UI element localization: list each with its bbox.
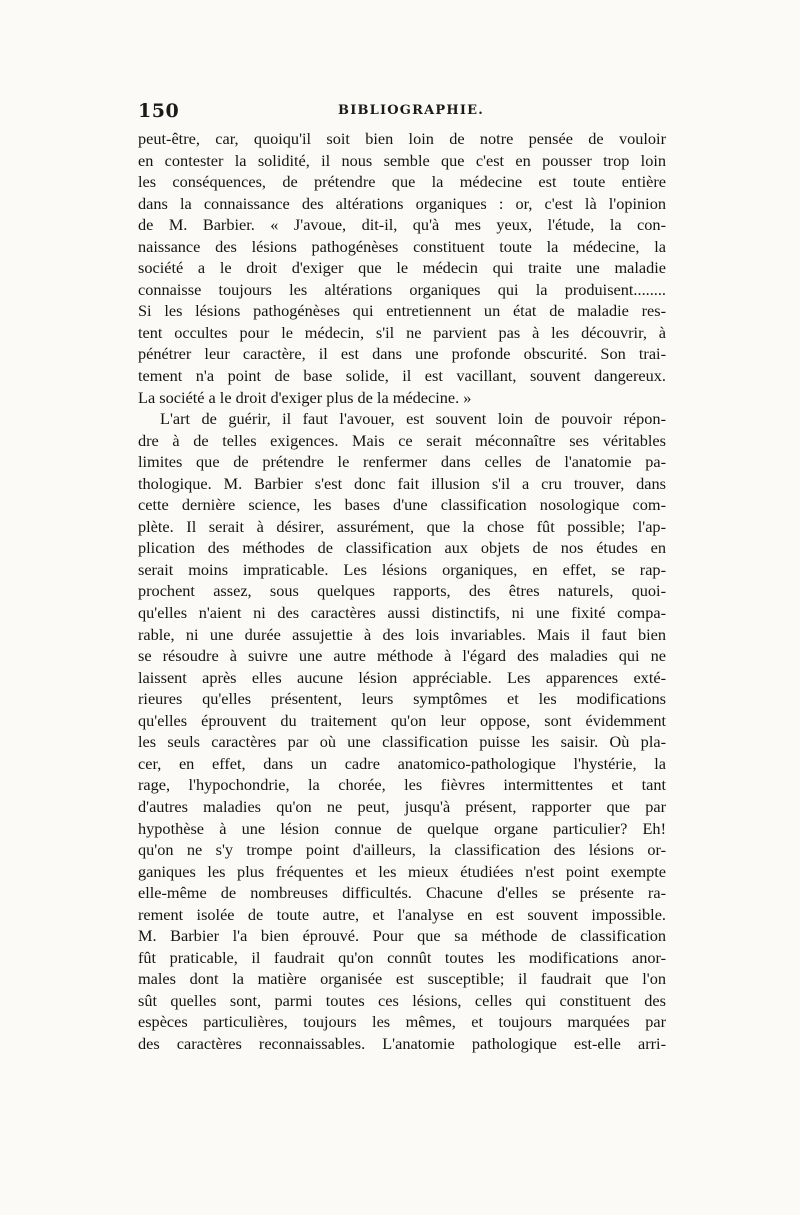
paragraph xyxy=(138,128,666,408)
text-line: des caractères reconnaissables. L'anatomie pathologique est-elle arri- xyxy=(138,1033,666,1053)
text-line: dre à de telles exigences. Mais ce serait méconnaître ses véritables xyxy=(138,430,666,450)
text-line: qu'elles n'aient ni des caractères aussi distinctifs, ni une fixité compa- xyxy=(138,603,666,623)
text-line: laissent après elles aucune lésion appréciable. Les apparences exté- xyxy=(138,667,666,687)
text-line: peut-être, car, quoiqu'il soit bien loin de notre pensée de vouloir xyxy=(138,129,666,148)
page-number: 150 xyxy=(138,100,180,122)
text-line: d'autres maladies qu'on ne peut, jusqu'à présent, rapporter que par xyxy=(138,796,666,816)
text-line: fût praticable, il faudrait qu'on connût toutes les modifications anor- xyxy=(138,947,666,967)
text-line: serait moins impraticable. Les lésions organiques, en effet, se rap- xyxy=(138,559,666,579)
text-line: Si les lésions pathogénèses qui entretiennent un état de maladie res- xyxy=(138,301,666,321)
text-line: rable, ni une durée assujettie à des lois invariables. Mais il faut bien xyxy=(138,624,666,644)
page-header xyxy=(138,100,666,124)
text-line: pénétrer leur caractère, il est dans une profonde obscurité. Son trai- xyxy=(138,344,666,364)
text-line: rieures qu'elles présentent, leurs symptômes et les modifications xyxy=(138,689,666,709)
text-line: espèces particulières, toujours les mêmes, et toujours marquées par xyxy=(138,1012,666,1032)
text-line: limites que de prétendre le renfermer dans celles de l'anatomie pa- xyxy=(138,452,666,472)
text-line: hypothèse à une lésion connue de quelque organe particulier? Eh! xyxy=(138,818,666,838)
text-line: plication des méthodes de classification aux objets de nos études en xyxy=(138,538,666,558)
body-text xyxy=(138,128,666,1055)
text-line: qu'elles éprouvent du traitement qu'on leur oppose, sont évidemment xyxy=(138,710,666,730)
text-line: tement n'a point de base solide, il est vacillant, souvent dangereux. xyxy=(138,366,666,386)
text-line: cette dernière science, les bases d'une classification nosologique com- xyxy=(138,495,666,515)
text-line: rement isolée de toute autre, et l'analyse en est souvent impossible. xyxy=(138,904,666,924)
text-line: males dont la matière organisée est susceptible; il faudrait que l'on xyxy=(138,969,666,989)
text-line: M. Barbier l'a bien éprouvé. Pour que sa méthode de classification xyxy=(138,926,666,946)
text-line: société a le droit d'exiger que le médecin qui traite une maladie xyxy=(138,258,666,278)
text-line: naissance des lésions pathogénèses constituent toute la médecine, la xyxy=(138,236,666,256)
text-line: plète. Il serait à désirer, assurément, que la chose fût possible; l'ap- xyxy=(138,516,666,536)
text-line: cer, en effet, dans un cadre anatomico-pathologique l'hystérie, la xyxy=(138,753,666,773)
text-line: qu'on ne s'y trompe point d'ailleurs, la classification des lésions or- xyxy=(138,840,666,860)
text-line: L'art de guérir, il faut l'avouer, est souvent loin de pouvoir répon- xyxy=(160,409,666,429)
text-line: en contester la solidité, il nous semble que c'est en pousser trop loin xyxy=(138,150,666,170)
text-line: tent occultes pour le médecin, s'il ne parvient pas à les découvrir, à xyxy=(138,322,666,342)
running-head: BIBLIOGRAPHIE. xyxy=(338,103,484,118)
text-line: rage, l'hypochondrie, la chorée, les fièvres intermittentes et tant xyxy=(138,775,666,795)
text-line: dans la connaissance des altérations organiques : or, c'est là l'opinion xyxy=(138,193,666,213)
text-line: ganiques les plus fréquentes et les mieux étudiées n'est point exempte xyxy=(138,861,666,881)
text-line: connaisse toujours les altérations organiques qui la produisent........ xyxy=(138,279,666,299)
text-line: sût quelles sont, parmi toutes ces lésions, celles qui constituent des xyxy=(138,990,666,1010)
paragraph xyxy=(138,408,666,1054)
text-line: elle-même de nombreuses difficultés. Chacune d'elles se présente ra- xyxy=(138,883,666,903)
text-line: les seuls caractères par où une classification puisse les saisir. Où pla- xyxy=(138,732,666,752)
text-line: de M. Barbier. « J'avoue, dit-il, qu'à mes yeux, l'étude, la con- xyxy=(138,215,666,235)
text-line: thologique. M. Barbier s'est donc fait illusion s'il a cru trouver, dans xyxy=(138,473,666,493)
text-line: La société a le droit d'exiger plus de la médecine. » xyxy=(138,387,472,407)
text-line: les conséquences, de prétendre que la médecine est toute entière xyxy=(138,172,666,192)
text-line: prochent assez, sous quelques rapports, des êtres naturels, quoi- xyxy=(138,581,666,601)
text-line: se résoudre à suivre une autre méthode à l'égard des maladies qui ne xyxy=(138,646,666,666)
